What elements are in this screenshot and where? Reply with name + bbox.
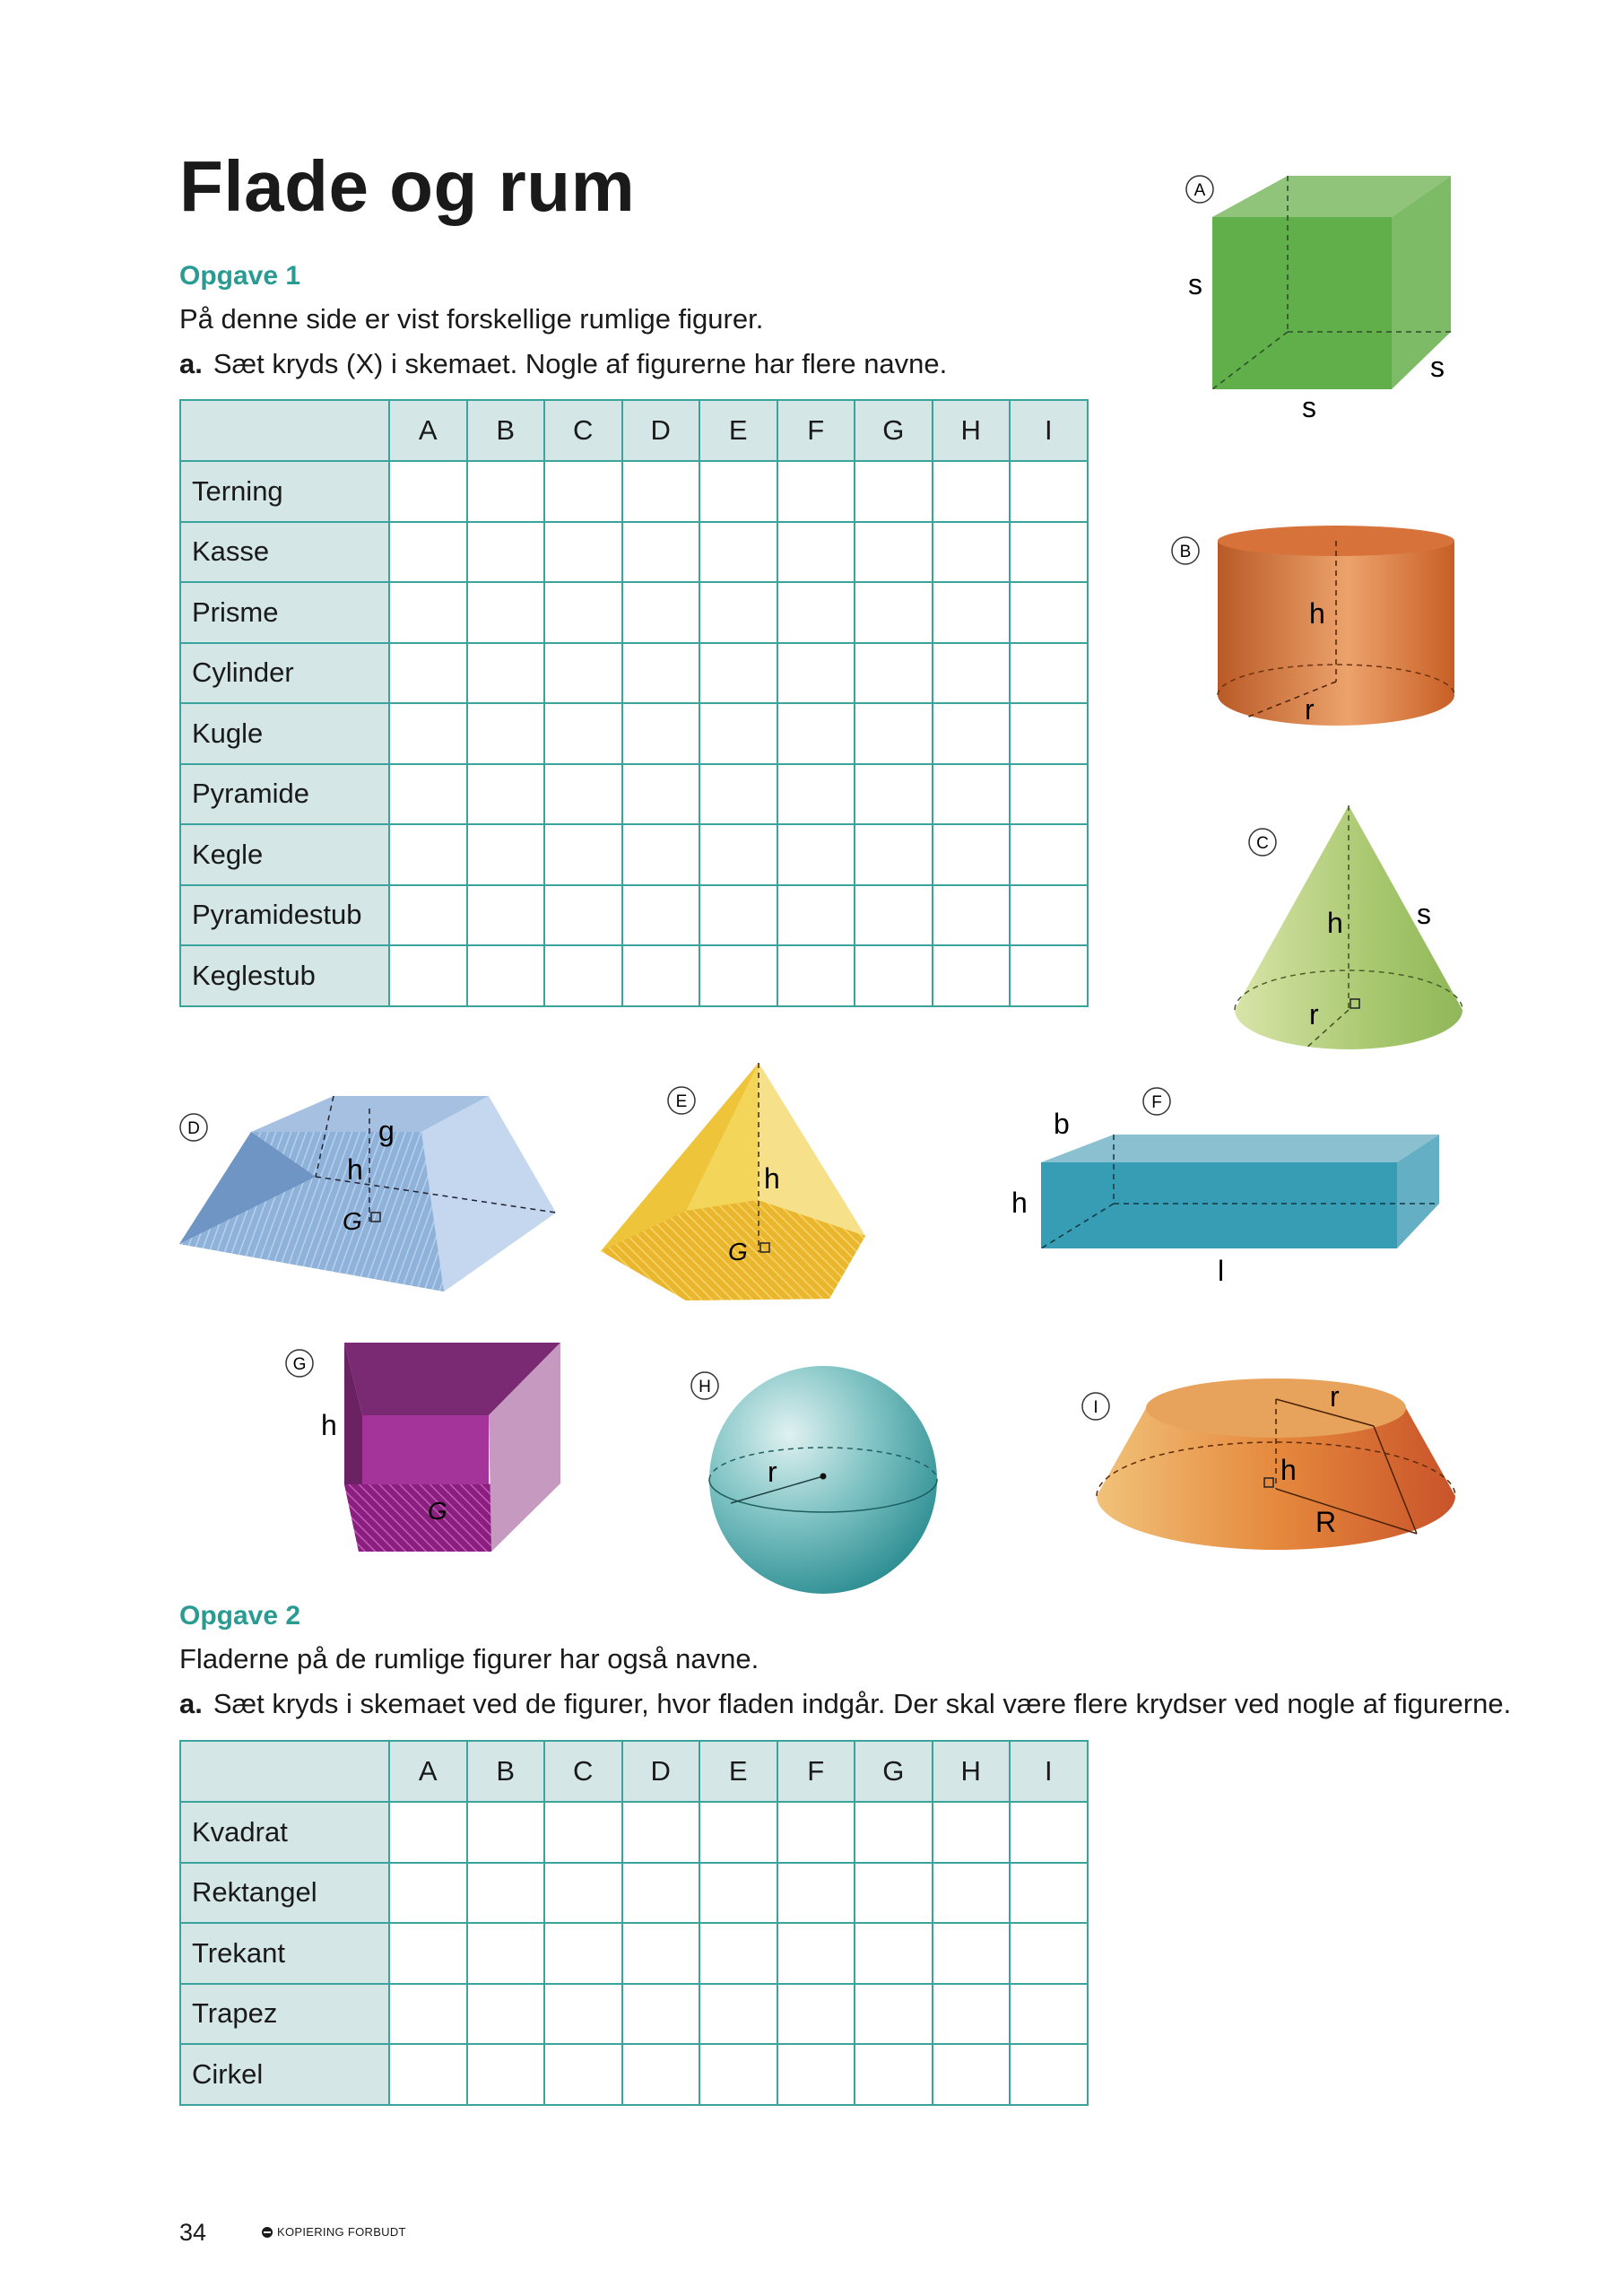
column-header-b: B [467, 400, 545, 461]
row-label: Terning [180, 461, 389, 522]
row-label: Pyramide [180, 764, 389, 825]
figure-i-letter: I [1093, 1398, 1098, 1417]
column-header-b: B [467, 1741, 545, 1802]
figure-a-label-s1: s [1188, 268, 1202, 300]
column-header-g: G [855, 400, 933, 461]
figure-g-prism [286, 1343, 560, 1552]
column-header-c: C [544, 1741, 622, 1802]
figure-g-label-h: h [321, 1409, 337, 1441]
task1-intro: På denne side er vist forskellige rumlige figurer. [179, 303, 764, 335]
figure-b-label-h: h [1309, 597, 1325, 630]
column-header-a: A [389, 400, 467, 461]
figure-e-label-h: h [764, 1162, 780, 1195]
figure-d-label-h: h [347, 1153, 363, 1186]
row-label: Kvadrat [180, 1802, 389, 1863]
row-label: Trekant [180, 1923, 389, 1984]
figure-f-box [1011, 1088, 1439, 1287]
copyright-notice [262, 2225, 406, 2239]
figure-f-letter: F [1151, 1093, 1162, 1112]
figure-i-label-r: r [1330, 1380, 1340, 1413]
figure-e-letter: E [675, 1092, 688, 1111]
column-header-f: F [777, 400, 855, 461]
row-label: Keglestub [180, 945, 389, 1006]
column-header-i: I [1010, 400, 1088, 461]
figure-i-label-R: R [1315, 1506, 1337, 1538]
figure-h-letter: H [699, 1378, 711, 1396]
figure-a-cube [1186, 176, 1451, 423]
figure-b-label-r: r [1305, 693, 1315, 726]
row-label: Kegle [180, 824, 389, 885]
column-header-i: I [1010, 1741, 1088, 1802]
figure-d-label-base: G [343, 1207, 362, 1235]
row-label: Prisme [180, 582, 389, 643]
figure-g-label-base: G [428, 1497, 447, 1525]
column-header-e: E [699, 400, 777, 461]
figure-h-label-r: r [768, 1456, 777, 1488]
task1-sub-letter: a. [179, 348, 203, 379]
figure-h-sphere [691, 1366, 937, 1594]
figure-c-label-s: s [1417, 898, 1431, 930]
figure-f-label-b: b [1054, 1108, 1070, 1140]
figure-b-letter: B [1179, 543, 1192, 561]
figure-e-pyramid [601, 1063, 865, 1300]
row-label: Rektangel [180, 1863, 389, 1924]
copyright-text: KOPIERING FORBUDT [277, 2225, 406, 2239]
column-header-f: F [777, 1741, 855, 1802]
column-header-d: D [622, 400, 700, 461]
column-header-g: G [855, 1741, 933, 1802]
row-label: Pyramidestub [180, 885, 389, 946]
figure-a-letter: A [1193, 181, 1206, 200]
figure-a-label-s2: s [1430, 351, 1445, 383]
figure-d-label-g: g [378, 1115, 395, 1147]
row-label: Cylinder [180, 643, 389, 704]
figure-a-label-s3: s [1302, 391, 1316, 423]
figure-f-label-l: l [1218, 1255, 1225, 1287]
figure-c-letter: C [1256, 834, 1269, 853]
figure-c-label-r: r [1309, 998, 1319, 1031]
figure-d-letter: D [187, 1119, 200, 1138]
figure-c-cone [1235, 805, 1462, 1049]
page-title: Flade og rum [179, 146, 636, 226]
task1-heading: Opgave 1 [179, 261, 301, 291]
column-header-d: D [622, 1741, 700, 1802]
column-header-c: C [544, 400, 622, 461]
task2-sub-letter: a. [179, 1688, 203, 1719]
task1-instruction: Sæt kryds (X) i skemaet. Nogle af figurerne har flere navne. [213, 348, 948, 379]
row-label: Trapez [180, 1984, 389, 2045]
figure-c-label-h: h [1327, 907, 1343, 939]
row-label: Kugle [180, 703, 389, 764]
column-header-h: H [933, 400, 1011, 461]
column-header-e: E [699, 1741, 777, 1802]
figure-g-letter: G [292, 1355, 307, 1374]
no-copy-icon [262, 2227, 273, 2238]
page-number: 34 [179, 2219, 207, 2246]
row-label: Cirkel [180, 2044, 389, 2105]
figure-i-cone-frustum [1082, 1378, 1455, 1550]
figure-d-pyramid-frustum [179, 1096, 556, 1292]
row-label: Kasse [180, 522, 389, 583]
task2-intro: Fladerne på de rumlige figurer har også navne. [179, 1643, 759, 1674]
task2-instruction: Sæt kryds i skemaet ved de figurer, hvor fladen indgår. Der skal være flere krydser ved nogle af figurerne. [213, 1688, 1512, 1719]
figure-b-cylinder [1172, 526, 1454, 726]
figure-i-label-h: h [1280, 1454, 1297, 1486]
figure-e-label-base: G [728, 1238, 748, 1265]
column-header-h: H [933, 1741, 1011, 1802]
task2-heading: Opgave 2 [179, 1601, 301, 1631]
column-header-a: A [389, 1741, 467, 1802]
figure-f-label-h: h [1011, 1187, 1028, 1219]
